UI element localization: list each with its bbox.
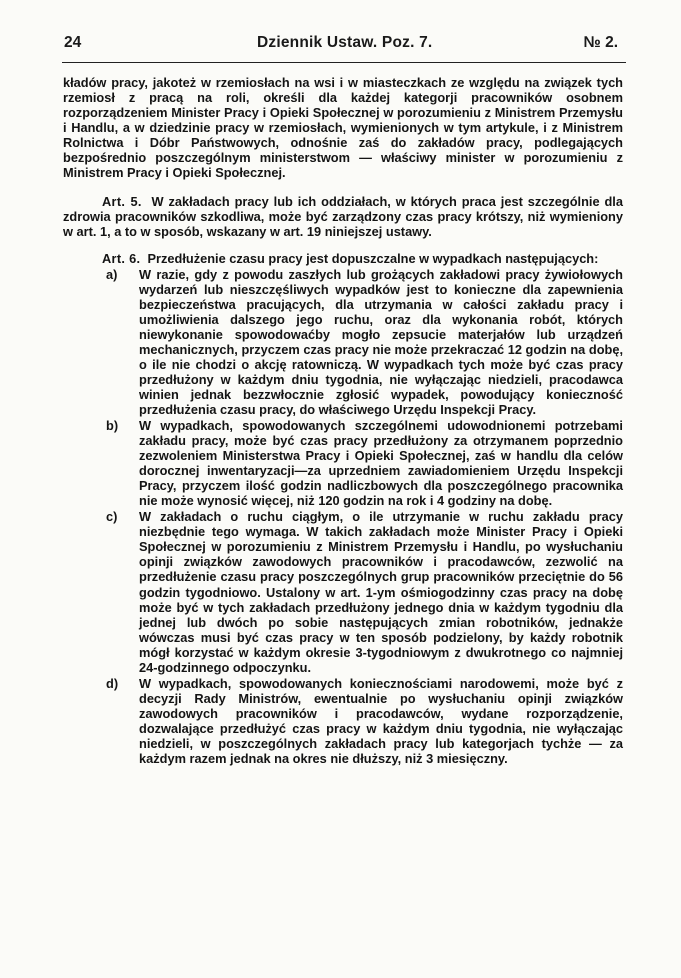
article-5-text: W zakładach pracy lub ich oddziałach, w których praca jest szczególnie dla zdrowia pracowników szkodliwa, może być zarządzony czas pracy krótszy, niż wymieniony w art. 1, a to w sposób, wskazany w art. 19 niniejszej ustawy. <box>63 194 623 240</box>
list-item-a <box>63 267 623 417</box>
article-6-label: Art. 6. <box>102 251 141 267</box>
article-6 <box>63 251 623 266</box>
issue-number: № 2. <box>583 34 618 51</box>
item-marker: d) <box>106 675 119 691</box>
article-5-label: Art. 5. <box>102 194 142 210</box>
page-number: 24 <box>64 34 82 51</box>
item-marker: b) <box>106 417 119 433</box>
item-marker: c) <box>106 509 118 525</box>
list-item-d <box>63 676 623 766</box>
list-item-c <box>63 509 623 675</box>
intro-paragraph: kładów pracy, jakoteż w rzemiosłach na wsi i w miasteczkach ze względu na związek tych rzemiosł z pracą na roli, określi dla każdej kategorji pracowników osobnem rozporządzeniem Minister Pracy i Opieki Społecznej w porozumieniu z Ministrem Przemysłu i Handlu, a w dziedzinie pracy w rzemiosłach, wymienionych w tym artykule, i z Ministrem Rolnictwa i Dóbr Państwowych, odnośnie zaś do zakładów pracy, podlegających bezpośrednio poszczególnym ministerstwom — właściwy minister w porozumieniu z Ministrem Pracy i Opieki Społecznej. <box>63 75 623 181</box>
item-text: W zakładach o ruchu ciągłym, o ile utrzymanie w ruchu zakładu pracy niezbędnie tego wymaga. W takich zakładach może Minister Pracy i Opieki Społecznej w porozumieniu z Ministrem Przemysłu i Handlu, po wysłuchaniu opinji związków zawodowych pracowników i pracodawców, zezwolić na przedłużenie czasu pracy poszczególnych grup pracowników przeciętnie do 56 godzin tygodniowo. Ustalony w art. 1-ym ośmiogodzinny czas pracy na dobę może być w tych zakładach przedłużony jednego dnia w każdym tygodniu dla jednej lub dwóch po sobie następujących zmian robotników, jednakże wówczas musi być czas pracy w ten sposób podzielony, by każdy robotnik mógł korzystać w każdym okresie 3-tygodniowym z dwukrotnego co najmniej 24-godzinnego odpoczynku. <box>139 509 623 675</box>
document-body <box>63 75 623 766</box>
item-marker: a) <box>106 266 118 282</box>
page-header <box>64 34 624 58</box>
item-text: W razie, gdy z powodu zaszłych lub grożących zakładowi pracy żywiołowych wydarzeń lub nieszczęśliwych wypadków jest to konieczne dla zapewnienia bezpieczeństwa pracujących, dla utrzymania w całości zakładu pracy i umożliwienia dalszego jego ruchu, oraz dla wykonania robót, których niewykonanie spowodowaćby mogło zepsucie materjałów lub urządzeń mechanicznych, przyczem czas pracy nie może przekraczać 12 godzin na dobę, o ile nie chodzi o akcję ratowniczą. W wypadkach tych może być czas pracy przedłużony w każdym dniu tygodnia, nie wyłączając niedzieli, pracodawca winien jednak bezzwłocznie zgłosić wypadek, powodujący konieczność przedłużenia czasu pracy, do właściwego Urzędu Inspekcji Pracy. <box>139 266 623 417</box>
list-item-b <box>63 418 623 508</box>
journal-title: Dziennik Ustaw. Poz. 7. <box>257 34 433 51</box>
item-text: W wypadkach, spowodowanych koniecznościami narodowemi, może być z decyzji Rady Ministrów, ewentualnie po wysłuchaniu opinji związków zawodowych pracowników i pracodawców, wydane rozporządzenie, dozwalające przedłużyć czas pracy w każdym dniu tygodnia, nie wyłączając niedzieli, w poszczególnych zakładach pracy lub kategorjach tychże — za każdym razem jednak na okres nie dłuższy, niż 3 miesięczny. <box>139 675 623 767</box>
item-text: W wypadkach, spowodowanych szczególnemi udowodnionemi potrzebami zakładu pracy, może być czas pracy przedłużony za otrzymanem poprzednio zezwoleniem Ministerstwa Pracy i Opieki Społecznej, zaś w handlu dla celów dorocznej inwentaryzacji—za uprzedniem zawiadomieniem Urzędu Inspekcji Pracy, przyczem ilość godzin nadliczbowych dla poszczególnego pracownika nie może wynosić więcej, niż 120 godzin na rok i 4 godziny na dobę. <box>139 417 623 509</box>
header-rule <box>62 62 626 63</box>
article-6-items <box>63 267 623 767</box>
article-5 <box>63 194 623 239</box>
article-6-text: Przedłużenie czasu pracy jest dopuszczalne w wypadkach następujących: <box>147 251 599 267</box>
